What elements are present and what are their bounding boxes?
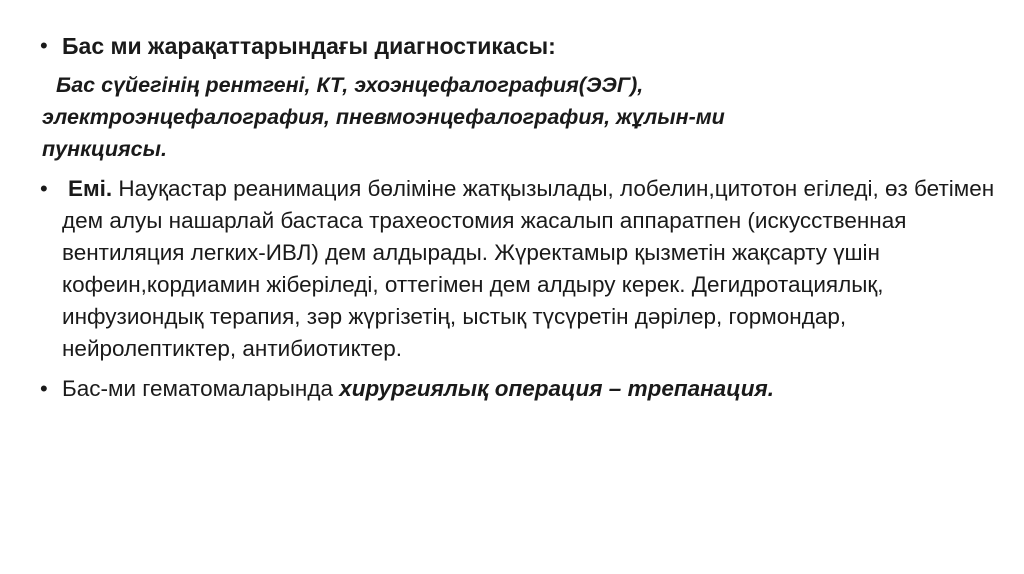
bullet-marker: • bbox=[40, 176, 48, 201]
bullet-diagnostics bbox=[40, 30, 1000, 62]
bullet-marker: • bbox=[40, 33, 48, 58]
bullet-marker: • bbox=[40, 376, 48, 401]
treatment-paragraph bbox=[62, 173, 1000, 365]
treatment-text: Науқастар реанимация бөліміне жатқызылады, лобелин,цитотон егіледі, өз бетімен дем алуы нашарлай бастаса трахеостомия жасалып аппаратпен (искусственная вентиляция легких-ИВЛ) дем алдырады. Жүректамыр қызметін жақсарту үшін кофеин,кордиамин жіберіледі, оттегімен дем алдыру керек. Дегидротациялық, инфузиондық терапия, зәр жүргізетің, ыстық түсүретін дәрілер, гормондар, нейролептиктер, антибиотиктер. bbox=[62, 176, 995, 361]
treatment-label: Емі. bbox=[68, 176, 113, 201]
bullet-hematoma bbox=[40, 373, 1000, 405]
diagnostics-methods bbox=[40, 69, 1000, 165]
hematoma-text: Бас-ми гематомаларында bbox=[62, 376, 340, 401]
diagnostics-methods-line-1: Бас сүйегінің рентгені, КТ, эхоэнцефалография(ЭЭГ), bbox=[56, 73, 644, 97]
diagnostics-methods-line-2: электроэнцефалография, пневмоэнцефалография, жұлын-ми bbox=[42, 105, 725, 129]
slide-content bbox=[40, 30, 1000, 405]
diagnostics-heading: Бас ми жарақаттарындағы диагностикасы: bbox=[62, 33, 556, 59]
hematoma-emphasis: хирургиялық операция – трепанация. bbox=[339, 376, 774, 401]
diagnostics-methods-line-3: пункциясы. bbox=[42, 137, 167, 161]
hematoma-paragraph bbox=[62, 373, 1000, 405]
bullet-treatment bbox=[40, 173, 1000, 365]
